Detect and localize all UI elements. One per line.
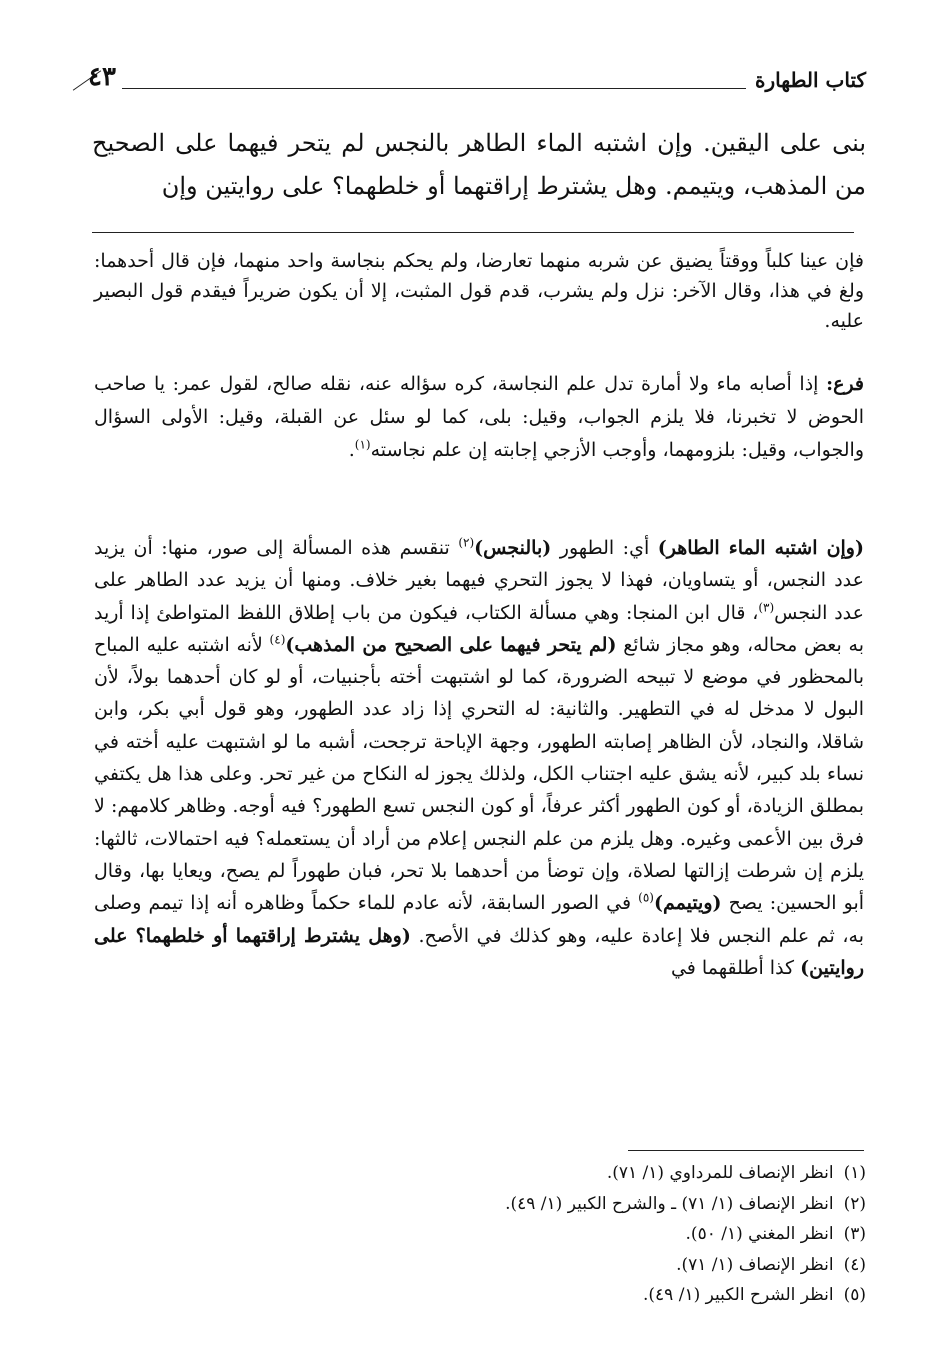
footnote-text: انظر الإنصاف (١/ ٧١).	[676, 1254, 834, 1275]
far-text: إذا أصابه ماء ولا أمارة تدل علم النجاسة، كره سؤاله عنه، نقله صالح، لقول عمر: يا صاحب الحوض لا تخبرنا، فلا يلزم الجواب، وقيل: بلى، كما لو سئل عن القبلة، وقيل: الأولى السؤال والجواب، وقيل: بلزومهما، وأوجب الأزجي إجابته إن علم نجاسته	[94, 373, 864, 461]
footnote-number: (٥)	[843, 1285, 866, 1305]
footnote-number: (٣)	[843, 1224, 866, 1244]
commentary-text: تنقسم هذه المسألة إلى صور، منها: أن يزيد عدد النجس، أو يتساويان، فهذا لا يجوز التحري فيهما بغير خلاف. ومنها أن يزيد عدد الطاهر على عدد النجس	[94, 537, 864, 624]
quoted-matn: (لم يتحر فيهما على الصحيح من المذهب)	[285, 633, 617, 656]
footnote-number: (٤)	[843, 1254, 866, 1275]
matn-text	[92, 122, 866, 208]
footnotes-list	[266, 1158, 866, 1311]
footnote-item	[266, 1158, 866, 1189]
far-end: .	[348, 439, 355, 461]
commentary-paragraph: فإن عينا كلباً ووقتاً يضيق عن شربه منهما تعارضا، ولم يحكم بنجاسة واحد منهما، فإن قال أحدهما: ولغ في هذا، وقال الآخر: نزل ولم يشرب، قدم قول المثبت، إلا أن يكون ضريراً فيقدم قول البصير عليه.	[94, 250, 864, 332]
footnote-number: (١)	[843, 1163, 866, 1183]
footnote-item	[266, 1189, 866, 1220]
commentary-text: كذا أطلقهما في	[670, 956, 795, 979]
main-commentary-paragraph	[94, 532, 864, 984]
footnote-text: انظر الإنصاف (١/ ٧١) ـ والشرح الكبير (١/ ٤٩).	[505, 1193, 834, 1214]
commentary-block-1	[94, 246, 864, 336]
footnote-item	[266, 1219, 866, 1250]
far-label: فرع:	[826, 373, 864, 395]
commentary-block-3	[94, 532, 864, 984]
quoted-matn: (ويتيمم)	[653, 892, 722, 915]
commentary-text: لأنه اشتبه عليه المباح بالمحظور في موضع لا تبيحه الضرورة، كما لو اشتبهت أخته بأجنبيات، أو لو كان أحدهما بولاً، لأن البول لا مدخل له في التطهير. والثانية: له التحري إذا زاد عدد الطهور، وهو قول أبي بكر، وابن شاقلا، والنجاد، لأن الظاهر إصابته الطهور، وجهة الإباحة ترجحت، أشبه ما لو اشتبهت عليه أخته في نساء بلد كبير، لأنه يشق عليه اجتناب الكل، ولذلك يجوز له النكاح من غير تحر. وعلى هذا هل يكتفي بمطلق الزيادة، أو كون الطهور أكثر عرفاً، أو كون النجس تسع الطهور؟ فيه أوجه. وظاهر كلامهم: لا فرق بين الأعمى وغيره. وهل يلزم من علم النجس إعلام من أراد أن يستعمله؟ فيه احتمالات، ثالثها: يلزم إن شرطت إزالتها لصلاة، وإن توضأ من أحدهما بلا تحر، فبان طهوراً لم يصح، ويعايا بها، وقال أبو الحسين: يصح	[94, 633, 865, 915]
footnote-item	[266, 1280, 866, 1311]
footnote-ref-1[interactable]: (١)	[354, 437, 371, 452]
footnote-text: انظر الإنصاف للمرداوي (١/ ٧١).	[606, 1163, 834, 1183]
quoted-matn: (بالنجس)	[474, 537, 552, 559]
matn-separator	[92, 232, 854, 233]
footnote-ref-3[interactable]: (٣)	[758, 600, 775, 615]
commentary-text: أي: الطهور	[559, 537, 650, 559]
footnote-separator	[628, 1150, 864, 1151]
footnote-text: انظر الشرح الكبير (١/ ٤٩).	[643, 1285, 834, 1305]
running-header	[88, 62, 866, 96]
commentary-text: في الصور السابقة، لأنه عادم للماء حكماً وظاهره أنه إذا تيمم وصلى به، ثم علم النجس فلا إعادة عليه، وهو كذلك في الأصح.	[94, 892, 864, 947]
quoted-matn: (وهل يشترط إراقتهما أو خلطهما؟ على روايتين)	[94, 924, 864, 979]
matn-paragraph: بنى على اليقين. وإن اشتبه الماء الطاهر بالنجس لم يتحر فيهما على الصحيح من المذهب، ويتيمم. وهل يشترط إراقتهما أو خلطهما؟ على روايتين وإن	[92, 129, 866, 200]
page-number: ٤٣	[88, 62, 116, 92]
quoted-matn: (وإن اشتبه الماء الطاهر)	[657, 537, 864, 559]
book-title: كتاب الطهارة	[755, 68, 866, 92]
footnote-text: انظر المغني (١/ ٥٠).	[685, 1224, 834, 1244]
footnote-ref-5[interactable]: (٥)	[638, 890, 654, 905]
far-paragraph	[94, 368, 864, 467]
commentary-text: ، قال ابن المنجا: وهي مسألة الكتاب، فيكون من باب إطلاق اللفظ المتواطئ إذا أريد به بعض محاله، وهو مجاز شائع	[94, 601, 864, 656]
commentary-block-2	[94, 368, 864, 467]
footnote-item	[266, 1250, 866, 1281]
footnote-ref-2[interactable]: (٢)	[458, 535, 475, 550]
footnote-number: (٢)	[843, 1193, 866, 1214]
footnote-ref-4[interactable]: (٤)	[269, 632, 286, 647]
header-rule	[122, 88, 746, 89]
